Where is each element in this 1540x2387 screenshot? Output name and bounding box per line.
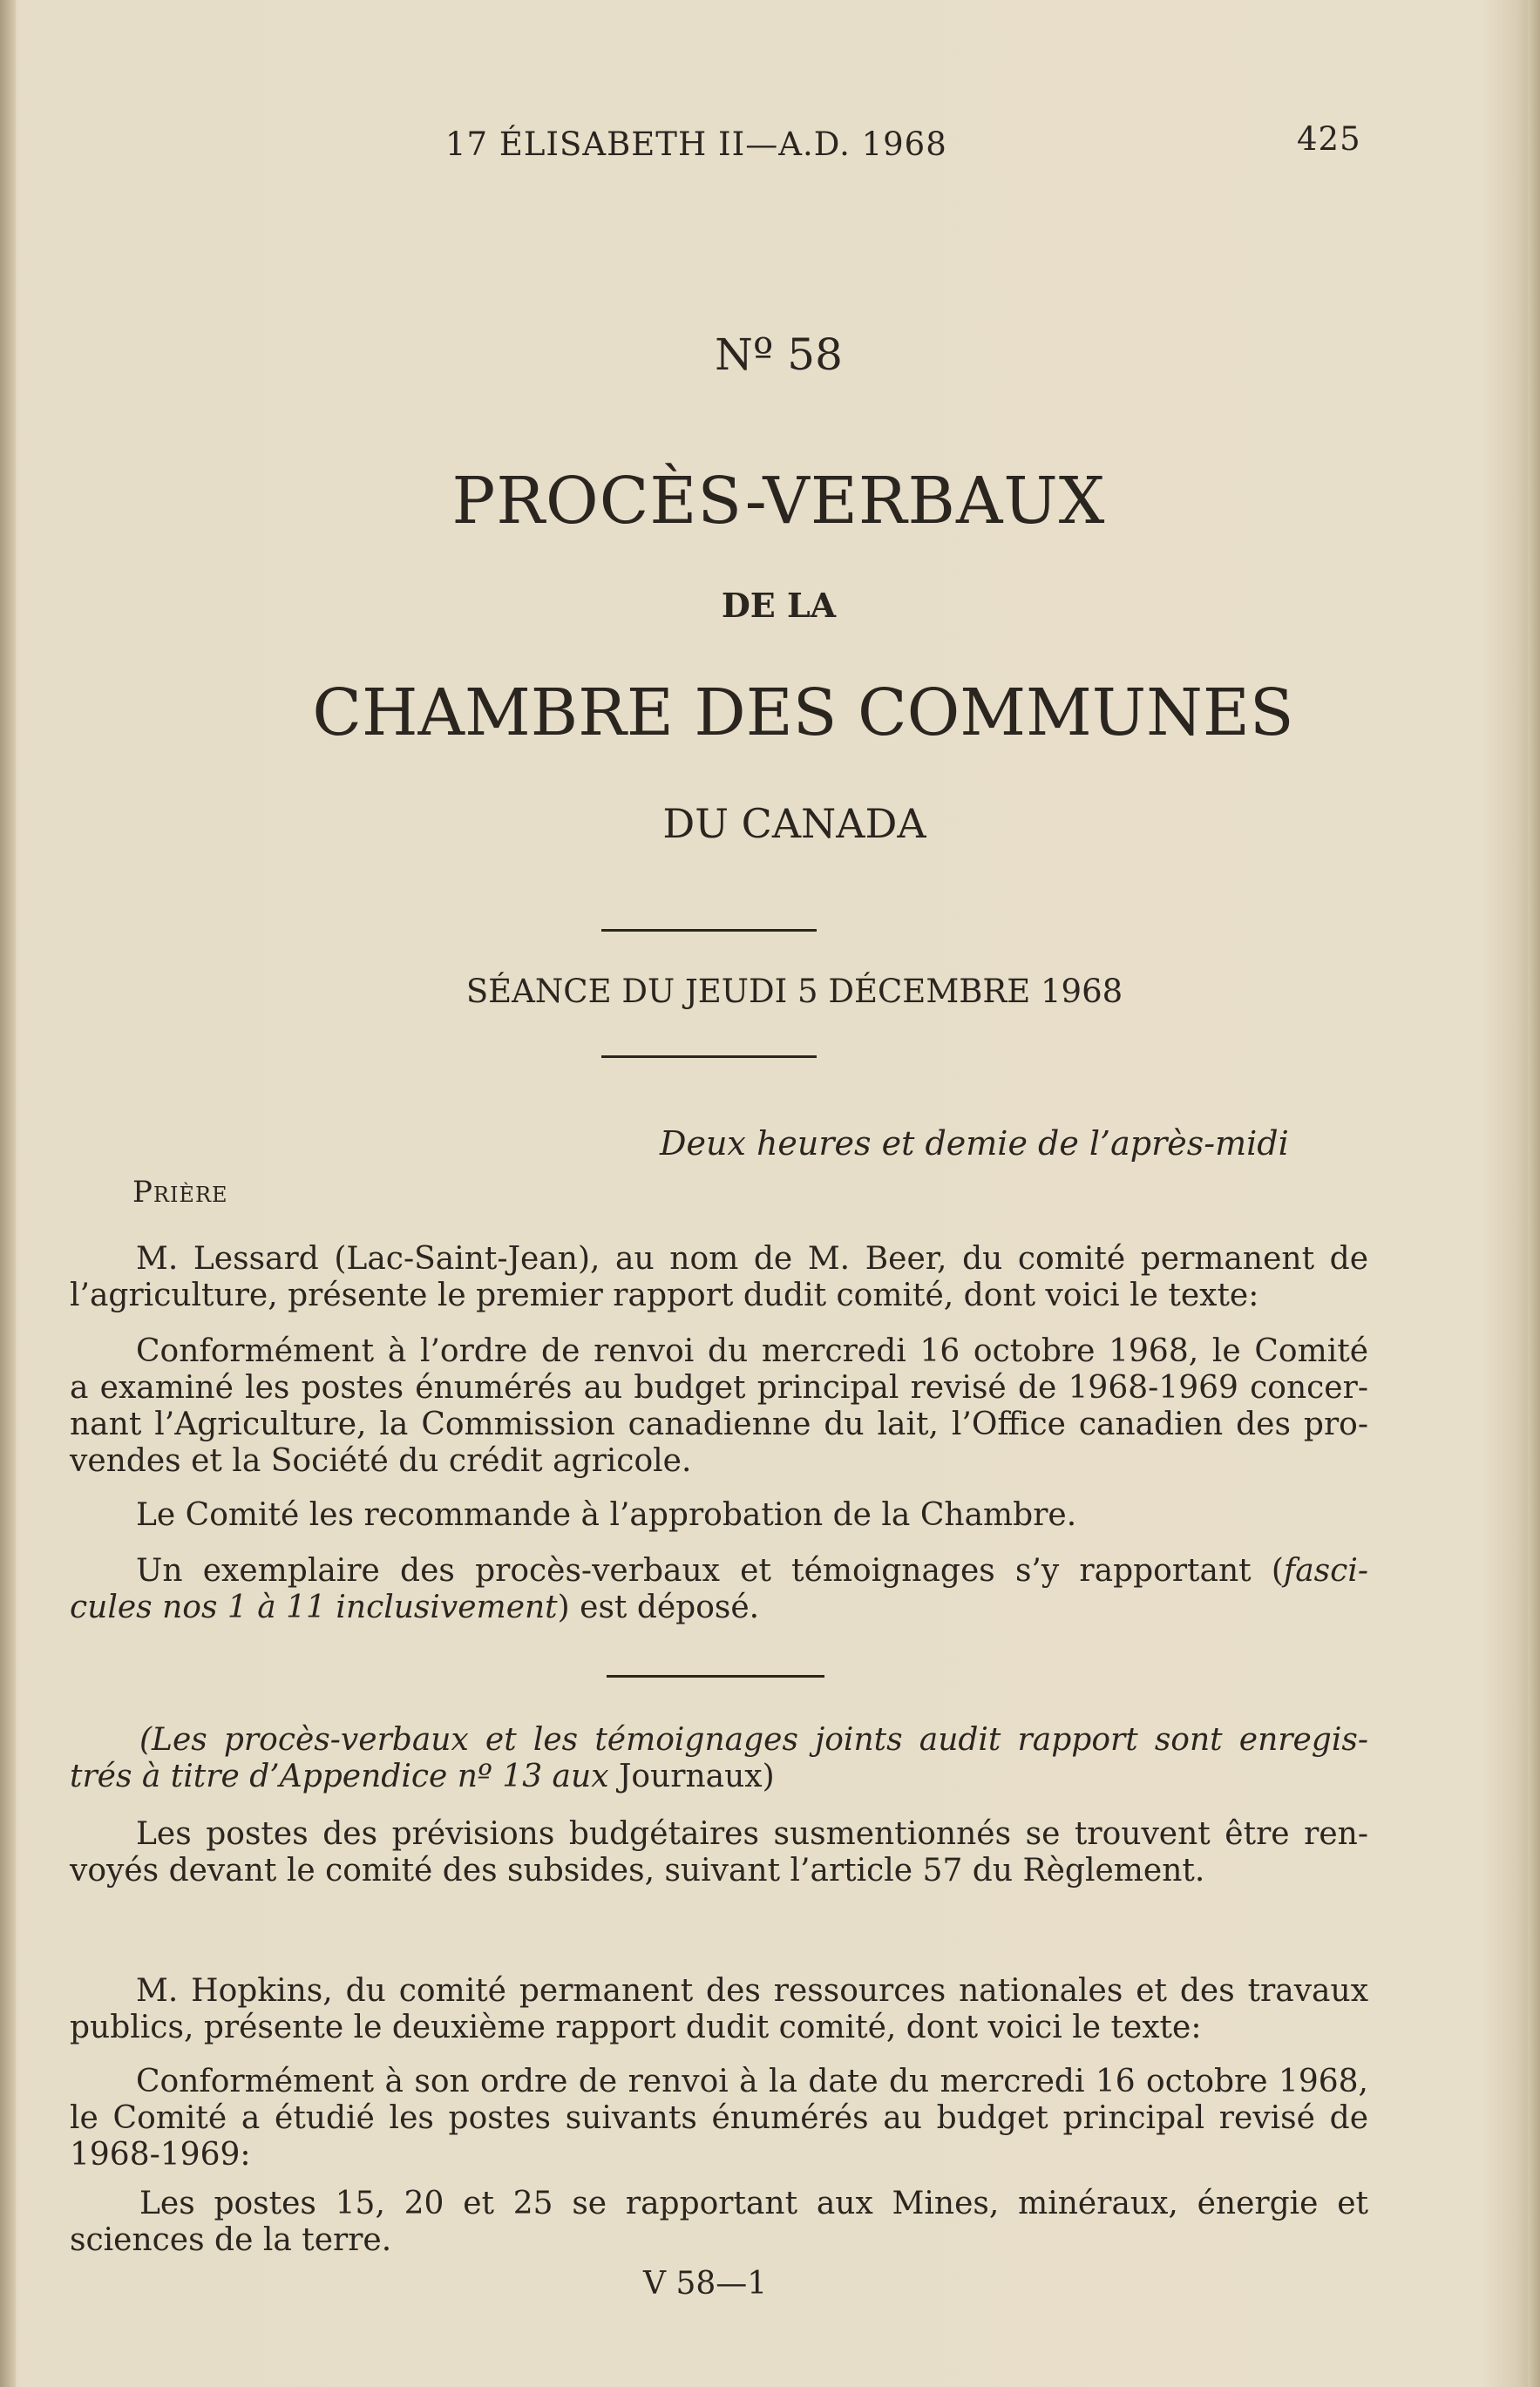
text-line: nant l’Agriculture, la Commission canadienne du lait, l’Office canadien des pro- <box>70 1407 1368 1442</box>
text-line: Conformément à l’ordre de renvoi du mercredi 16 octobre 1968, le Comité <box>136 1333 1368 1369</box>
text-line: Conformément à son ordre de renvoi à la date du mercredi 16 octobre 1968, <box>136 2064 1368 2099</box>
page-number: 425 <box>1297 120 1361 158</box>
country-title: DU CANADA <box>662 800 926 847</box>
paragraph-hopkins <box>70 1973 1368 2046</box>
paragraph-lessard <box>70 1241 1368 1314</box>
paragraph-exemplaire <box>70 1553 1368 1626</box>
sitting-time: Deux heures et demie de l’après-midi <box>660 1124 1289 1163</box>
document-title: PROCÈS-VERBAUX <box>451 464 1106 539</box>
paragraph-report-2 <box>70 2064 1368 2173</box>
priere-heading: Prière <box>132 1175 228 1210</box>
text-line: l’agriculture, présente le premier rapport dudit comité, dont voici le texte: <box>70 1278 1259 1313</box>
text-line: M. Hopkins, du comité permanent des ressources nationales et des travaux <box>136 1973 1368 2009</box>
paragraph-recommendation <box>70 1497 1368 1534</box>
paragraph-report-1 <box>70 1333 1368 1480</box>
text-line: publics, présente le deuxième rapport dudit comité, dont voici le texte: <box>70 2010 1202 2045</box>
text-line: a examiné les postes énumérés au budget principal revisé de 1968-1969 concer- <box>70 1370 1368 1406</box>
text-segment: fasci- <box>1283 1553 1368 1589</box>
text-segment: trés à titre d’Appendice nº 13 aux <box>70 1759 609 1794</box>
text-line <box>70 1759 1368 1795</box>
chamber-title: CHAMBRE DES COMMUNES <box>312 675 1294 750</box>
signature-mark: V 58—1 <box>643 2266 768 2302</box>
divider-rule <box>601 1055 817 1058</box>
text-line: M. Lessard (Lac-Saint-Jean), au nom de M. Beer, du comité permanent de <box>136 1241 1368 1277</box>
text-segment: Journaux) <box>608 1759 775 1794</box>
text-line: voyés devant le comité des subsides, suivant l’article 57 du Règlement. <box>70 1853 1205 1889</box>
text-segment: Un exemplaire des procès-verbaux et témoignages s’y rapportant ( <box>136 1553 1284 1589</box>
divider-rule <box>601 929 817 932</box>
proceedings-number: Nº 58 <box>715 329 843 380</box>
paragraph-postes <box>70 2186 1368 2259</box>
text-segment: ) est déposé. <box>557 1590 760 1625</box>
session-date: SÉANCE DU JEUDI 5 DÉCEMBRE 1968 <box>465 973 1123 1010</box>
text-segment: cules nos 1 à 11 inclusivement <box>70 1590 558 1625</box>
text-line <box>70 1590 1368 1626</box>
running-title: 17 ÉLISABETH II—A.D. 1968 <box>445 125 947 163</box>
text-line: sciences de la terre. <box>70 2222 392 2258</box>
text-line: Les postes 15, 20 et 25 se rapportant aux Mines, minéraux, énergie et <box>139 2186 1368 2221</box>
paragraph-referral <box>70 1816 1368 1889</box>
text-line: (Les procès-verbaux et les témoignages joints audit rapport sont enregis- <box>139 1722 1368 1758</box>
text-line: le Comité a étudié les postes suivants énumérés au budget principal revisé de <box>70 2100 1368 2136</box>
text-line: 1968-1969: <box>70 2137 251 2173</box>
paragraph-appendix-note <box>70 1722 1368 1795</box>
text-line <box>70 1553 1368 1590</box>
text-line: Le Comité les recommande à l’approbation de la Chambre. <box>136 1497 1077 1533</box>
text-line: Les postes des prévisions budgétaires susmentionnés se trouvent être ren- <box>136 1816 1368 1852</box>
text-line: vendes et la Société du crédit agricole. <box>70 1443 692 1479</box>
divider-rule <box>607 1675 824 1678</box>
title-de-la: DE LA <box>721 586 837 625</box>
